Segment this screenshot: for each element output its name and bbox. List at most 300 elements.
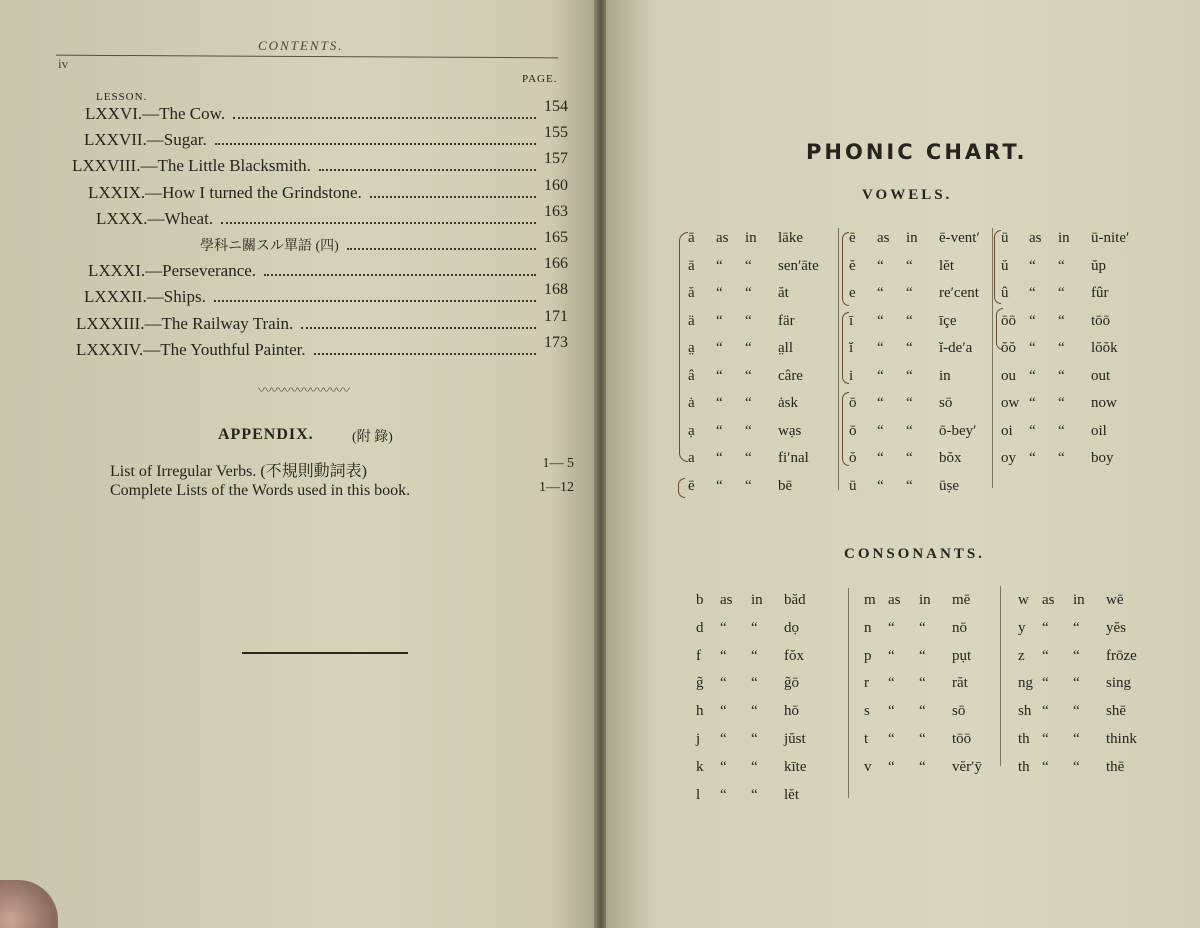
consonant-in: “ bbox=[919, 675, 926, 692]
vowel-sound: û bbox=[1001, 285, 1009, 301]
vowel-as: “ bbox=[1029, 422, 1036, 439]
vowel-example: câre bbox=[778, 367, 803, 384]
vowel-sound: oi bbox=[1001, 422, 1013, 439]
vowel-as: “ bbox=[716, 450, 723, 466]
vowel-sound: ā bbox=[688, 257, 695, 274]
toc-page-number: 173 bbox=[544, 333, 568, 351]
vowel-example: sō bbox=[939, 395, 953, 411]
consonant-sound: ng bbox=[1018, 675, 1033, 692]
vowel-in: “ bbox=[745, 285, 752, 301]
consonant-sound: th bbox=[1018, 731, 1030, 747]
vowel-example: oil bbox=[1091, 422, 1107, 439]
vowel-row bbox=[1001, 423, 1161, 443]
appendix-row bbox=[0, 458, 574, 482]
appendix-title: Complete Lists of the Words used in this book. bbox=[110, 482, 411, 499]
consonant-as: “ bbox=[888, 703, 895, 720]
dot-leader bbox=[264, 274, 536, 276]
consonant-in: “ bbox=[1073, 731, 1080, 747]
vowel-sound: e bbox=[849, 285, 856, 301]
vowel-as: “ bbox=[877, 340, 884, 356]
vowel-sound: ow bbox=[1001, 395, 1020, 411]
vowel-as: “ bbox=[1029, 367, 1036, 384]
dot-leader bbox=[221, 222, 536, 224]
consonant-in: “ bbox=[1073, 619, 1080, 636]
vowel-sound: ŭ bbox=[1001, 257, 1009, 274]
vowel-row bbox=[688, 423, 848, 443]
vowel-example: lŏŏk bbox=[1091, 340, 1118, 356]
vowel-as: as bbox=[1029, 230, 1042, 246]
consonant-example: răt bbox=[952, 675, 968, 692]
dot-leader bbox=[215, 143, 536, 145]
consonant-row bbox=[1018, 648, 1178, 668]
toc-page-number: 166 bbox=[544, 255, 568, 273]
vowel-as: “ bbox=[716, 395, 723, 411]
vowel-example: ăt bbox=[778, 285, 789, 301]
vowels-heading: VOWELS. bbox=[862, 187, 953, 203]
vowel-sound: ō bbox=[849, 422, 857, 439]
vowel-in: “ bbox=[906, 257, 913, 274]
consonant-as: “ bbox=[888, 647, 895, 664]
consonant-example: mē bbox=[952, 592, 971, 608]
lesson-column-label: LESSON. bbox=[96, 91, 148, 103]
consonant-in: “ bbox=[751, 758, 758, 775]
consonant-as: “ bbox=[888, 758, 895, 775]
consonant-example: sing bbox=[1106, 675, 1132, 692]
vowel-row bbox=[688, 313, 848, 333]
vowel-sound: a̤ bbox=[688, 340, 695, 356]
consonant-example: jŭst bbox=[784, 731, 806, 747]
vowel-example: bē bbox=[778, 477, 793, 494]
vowel-sound: ĭ bbox=[849, 340, 854, 356]
vowel-example: sen′āte bbox=[778, 257, 819, 274]
vowel-row bbox=[1001, 395, 1161, 415]
consonant-sound: y bbox=[1018, 619, 1026, 636]
consonant-example: think bbox=[1106, 731, 1137, 747]
vowel-in: “ bbox=[745, 395, 752, 411]
vowel-sound: oy bbox=[1001, 450, 1016, 466]
consonant-in: “ bbox=[751, 647, 758, 664]
toc-title: LXXXI.—Perseverance. bbox=[88, 261, 257, 281]
vowel-row bbox=[688, 258, 848, 278]
consonant-row bbox=[1018, 759, 1178, 779]
toc-row bbox=[0, 229, 570, 259]
dot-leader bbox=[347, 248, 536, 250]
consonant-in: “ bbox=[751, 731, 758, 747]
consonant-as: as bbox=[720, 592, 733, 608]
toc-title: LXXVI.—The Cow. bbox=[85, 104, 226, 123]
consonant-as: “ bbox=[1042, 647, 1049, 664]
vowel-row bbox=[688, 285, 848, 305]
vowel-as: “ bbox=[716, 367, 723, 384]
page-number: iv bbox=[58, 56, 69, 71]
consonant-sound: s bbox=[864, 703, 870, 720]
vowel-example: lāke bbox=[778, 230, 803, 246]
vowel-example: re′cent bbox=[939, 285, 979, 301]
vowel-example: ō-bey′ bbox=[939, 422, 977, 439]
dot-leader bbox=[214, 300, 536, 302]
consonant-as: as bbox=[888, 592, 901, 608]
vowel-as: “ bbox=[877, 422, 884, 439]
vowel-in: “ bbox=[1058, 422, 1065, 439]
vowel-example: out bbox=[1091, 367, 1111, 384]
vowel-row bbox=[849, 313, 1009, 333]
consonants-col-divider-2 bbox=[1000, 586, 1001, 766]
vowel-row bbox=[849, 368, 1009, 388]
vowel-sound: ĕ bbox=[849, 257, 856, 274]
end-rule bbox=[242, 652, 408, 654]
consonant-example: hō bbox=[784, 703, 799, 720]
consonant-as: “ bbox=[720, 786, 727, 803]
consonant-row bbox=[696, 787, 856, 807]
vowel-example: wạs bbox=[778, 422, 802, 439]
vowel-in: “ bbox=[906, 312, 913, 329]
consonant-in: “ bbox=[919, 703, 926, 720]
consonant-sound: th bbox=[1018, 758, 1030, 775]
consonants-col-divider-1 bbox=[848, 588, 849, 798]
toc-page-number: 163 bbox=[544, 202, 568, 220]
toc-title: LXXX.—Wheat. bbox=[96, 208, 214, 228]
vowel-a-bracket bbox=[679, 232, 688, 462]
vowel-as: “ bbox=[716, 285, 723, 301]
toc-page-number: 157 bbox=[544, 150, 568, 168]
vowel-row bbox=[849, 478, 1009, 498]
consonant-in: in bbox=[751, 592, 763, 608]
consonant-as: “ bbox=[1042, 703, 1049, 720]
consonant-sound: h bbox=[696, 703, 704, 720]
consonant-example: lĕt bbox=[784, 786, 799, 803]
vowel-sound: ē bbox=[688, 477, 695, 494]
vowel-o-group-bracket bbox=[842, 392, 849, 466]
vowel-example: ūṣe bbox=[939, 477, 959, 494]
consonant-as: “ bbox=[720, 619, 727, 636]
vowel-as: “ bbox=[1029, 340, 1036, 356]
vowels-col-divider-1 bbox=[838, 228, 839, 490]
vowel-in: “ bbox=[1058, 395, 1065, 411]
vowel-as: “ bbox=[716, 477, 723, 494]
consonant-example: shē bbox=[1106, 703, 1126, 720]
consonant-in: “ bbox=[1073, 647, 1080, 664]
vowel-in: “ bbox=[745, 312, 752, 329]
toc-title: LXXIX.—How I turned the Grindstone. bbox=[88, 182, 362, 202]
vowel-in: “ bbox=[1058, 312, 1065, 329]
vowel-row bbox=[1001, 368, 1161, 388]
vowel-example: ū-nite′ bbox=[1091, 230, 1130, 246]
vowel-in: “ bbox=[1058, 257, 1065, 274]
toc-title: LXXVIII.—The Little Blacksmith. bbox=[72, 156, 311, 176]
consonant-row bbox=[1018, 592, 1178, 612]
vowel-in: “ bbox=[745, 477, 752, 494]
toc-row bbox=[0, 98, 570, 128]
consonant-as: “ bbox=[888, 619, 895, 636]
vowel-in: “ bbox=[906, 367, 913, 384]
consonant-in: “ bbox=[919, 619, 926, 636]
vowel-as: as bbox=[877, 230, 890, 246]
consonant-sound: g̃ bbox=[696, 675, 704, 692]
left-page bbox=[0, 0, 598, 928]
consonant-sound: sh bbox=[1018, 703, 1032, 720]
vowel-row bbox=[688, 450, 848, 470]
vowel-in: “ bbox=[745, 257, 752, 274]
vowel-row bbox=[1001, 313, 1161, 333]
consonant-example: pụt bbox=[952, 647, 972, 664]
vowel-as: “ bbox=[1029, 257, 1036, 274]
consonant-example: tōō bbox=[952, 731, 972, 747]
vowel-row bbox=[849, 230, 1009, 250]
consonant-row bbox=[1018, 620, 1178, 640]
vowel-sound: ou bbox=[1001, 367, 1016, 384]
consonant-as: “ bbox=[1042, 619, 1049, 636]
consonant-in: “ bbox=[751, 619, 758, 636]
vowel-row bbox=[688, 340, 848, 360]
vowel-example: lĕt bbox=[939, 257, 954, 274]
toc-row bbox=[0, 202, 570, 233]
vowel-row bbox=[688, 478, 848, 498]
vowel-row bbox=[1001, 450, 1161, 470]
vowel-sound: ū bbox=[1001, 230, 1009, 246]
consonants-heading: CONSONANTS. bbox=[844, 546, 985, 562]
appendix-title: List of Irregular Verbs. (不規則動詞表) bbox=[110, 463, 367, 480]
consonant-row bbox=[696, 648, 856, 668]
dot-leader bbox=[314, 353, 536, 355]
toc-title: LXXXIV.—The Youthful Painter. bbox=[76, 339, 306, 359]
consonant-as: “ bbox=[720, 758, 727, 775]
phonic-chart-title: PHONIC CHART. bbox=[806, 140, 1028, 164]
vowel-example: īçe bbox=[939, 312, 957, 329]
toc-title: LXXVII.—Sugar. bbox=[84, 130, 207, 150]
consonant-row bbox=[696, 620, 856, 640]
vowel-as: “ bbox=[1029, 312, 1036, 329]
consonant-example: yĕs bbox=[1106, 619, 1126, 636]
vowel-i-group-bracket bbox=[842, 312, 849, 384]
consonant-as: “ bbox=[1042, 675, 1049, 692]
header-rule bbox=[56, 55, 558, 59]
vowel-row bbox=[849, 395, 1009, 415]
toc-page-number: 154 bbox=[544, 98, 568, 115]
vowel-row bbox=[1001, 230, 1161, 250]
vowel-sound: ā bbox=[688, 230, 695, 246]
consonant-sound: n bbox=[864, 619, 872, 636]
consonant-in: “ bbox=[751, 675, 758, 692]
vowel-row bbox=[1001, 258, 1161, 278]
vowel-row bbox=[688, 368, 848, 388]
vowel-as: “ bbox=[877, 367, 884, 384]
consonant-row bbox=[696, 731, 856, 751]
toc-row bbox=[0, 281, 570, 311]
vowel-example: fi′nal bbox=[778, 450, 809, 466]
vowel-as: “ bbox=[716, 422, 723, 439]
consonant-in: in bbox=[919, 592, 931, 608]
vowel-as: “ bbox=[716, 257, 723, 274]
vowel-example: ŭp bbox=[1091, 257, 1106, 274]
vowel-example: a̤ll bbox=[778, 340, 793, 356]
appendix-heading-jp: (附 錄) bbox=[352, 430, 393, 445]
vowel-as: “ bbox=[877, 285, 884, 301]
vowel-in: “ bbox=[906, 340, 913, 356]
consonant-as: “ bbox=[720, 731, 727, 747]
consonant-example: wē bbox=[1106, 592, 1124, 608]
vowel-row bbox=[849, 450, 1009, 470]
consonant-example: vĕr′ȳ bbox=[952, 758, 982, 775]
consonant-sound: j bbox=[696, 731, 701, 747]
vowel-sound: a bbox=[688, 450, 695, 466]
vowel-in: in bbox=[745, 230, 757, 246]
consonant-sound: k bbox=[696, 758, 704, 775]
ornament-divider: 〰〰〰〰〰〰〰 bbox=[258, 384, 349, 399]
appendix-page-range: 1— 5 bbox=[542, 456, 574, 471]
toc-row bbox=[0, 307, 570, 338]
dot-leader bbox=[370, 196, 536, 198]
vowel-as: “ bbox=[1029, 395, 1036, 411]
toc-title: LXXXII.—Ships. bbox=[84, 287, 206, 307]
vowel-as: “ bbox=[877, 257, 884, 274]
consonant-row bbox=[1018, 703, 1178, 723]
vowel-example: ē-vent′ bbox=[939, 230, 980, 246]
consonant-as: “ bbox=[1042, 758, 1049, 775]
consonant-row bbox=[696, 703, 856, 723]
vowel-example: bŏx bbox=[939, 450, 962, 466]
toc-row bbox=[0, 150, 570, 180]
vowel-sound: ă bbox=[688, 285, 695, 301]
dot-leader bbox=[233, 117, 536, 119]
consonant-example: frōze bbox=[1106, 647, 1137, 664]
consonant-sound: d bbox=[696, 619, 704, 636]
vowels-col-divider-2 bbox=[992, 228, 993, 488]
appendix-page-range: 1—12 bbox=[539, 480, 574, 495]
vowel-example: fär bbox=[778, 312, 795, 329]
vowel-row bbox=[688, 395, 848, 415]
vowel-in: in bbox=[1058, 230, 1070, 246]
vowel-in: “ bbox=[906, 450, 913, 466]
consonant-row bbox=[1018, 675, 1178, 695]
appendix-heading: APPENDIX. bbox=[218, 426, 314, 443]
vowel-in: “ bbox=[1058, 450, 1065, 466]
vowel-oo-group-bracket bbox=[996, 308, 1003, 350]
consonant-sound: t bbox=[864, 731, 869, 747]
vowel-as: “ bbox=[877, 477, 884, 494]
running-head: CONTENTS. bbox=[258, 38, 344, 53]
consonant-sound: m bbox=[864, 592, 876, 608]
vowel-as: “ bbox=[1029, 450, 1036, 466]
vowel-sound: ŏŏ bbox=[1001, 340, 1016, 356]
toc-page-number: 168 bbox=[544, 281, 568, 299]
vowel-in: “ bbox=[906, 285, 913, 301]
consonant-as: “ bbox=[888, 731, 895, 747]
vowel-example: now bbox=[1091, 395, 1117, 411]
vowel-as: “ bbox=[716, 312, 723, 329]
consonant-sound: w bbox=[1018, 592, 1029, 608]
dot-leader bbox=[319, 169, 536, 171]
vowel-in: “ bbox=[1058, 367, 1065, 384]
vowel-row bbox=[849, 423, 1009, 443]
toc-page-number: 165 bbox=[544, 229, 568, 246]
vowel-in: “ bbox=[745, 340, 752, 356]
vowel-as: as bbox=[716, 230, 729, 246]
consonant-example: g̃ō bbox=[784, 675, 799, 692]
consonant-as: “ bbox=[720, 675, 727, 692]
vowel-sound: ạ bbox=[688, 422, 695, 439]
toc-row bbox=[0, 124, 570, 154]
vowel-in: “ bbox=[745, 422, 752, 439]
vowel-row bbox=[1001, 340, 1161, 360]
consonant-in: in bbox=[1073, 592, 1085, 608]
vowel-in: “ bbox=[906, 477, 913, 494]
vowel-e-group-bracket bbox=[842, 232, 849, 306]
vowel-row bbox=[688, 230, 848, 250]
vowel-example: ȧsk bbox=[778, 395, 798, 411]
consonant-sound: f bbox=[696, 647, 701, 664]
consonant-in: “ bbox=[919, 647, 926, 664]
consonant-in: “ bbox=[751, 703, 758, 720]
consonant-example: nō bbox=[952, 619, 967, 636]
vowel-as: “ bbox=[716, 340, 723, 356]
vowel-in: “ bbox=[745, 450, 752, 466]
consonant-example: băd bbox=[784, 592, 806, 608]
consonant-row bbox=[696, 592, 856, 612]
toc-page-number: 155 bbox=[544, 124, 568, 142]
vowel-row bbox=[849, 285, 1009, 305]
vowel-as: “ bbox=[877, 450, 884, 466]
consonant-example: fŏx bbox=[784, 647, 804, 664]
vowel-sound: ō bbox=[849, 395, 857, 411]
consonant-sound: p bbox=[864, 647, 872, 664]
consonant-sound: r bbox=[864, 675, 869, 692]
vowel-u-group-bracket bbox=[994, 230, 1001, 304]
consonant-sound: z bbox=[1018, 647, 1025, 664]
vowel-sound: â bbox=[688, 367, 695, 384]
vowel-sound: ä bbox=[688, 312, 695, 329]
vowel-e-bracket bbox=[678, 478, 685, 498]
vowel-example: fûr bbox=[1091, 285, 1109, 301]
consonant-in: “ bbox=[919, 731, 926, 747]
vowel-in: “ bbox=[745, 367, 752, 384]
toc-title: 學科ニ關スル單語 (四) bbox=[200, 239, 339, 254]
vowel-sound: ī bbox=[849, 312, 854, 329]
consonant-as: “ bbox=[720, 703, 727, 720]
toc-page-number: 171 bbox=[544, 307, 568, 325]
vowel-in: “ bbox=[906, 395, 913, 411]
vowel-as: “ bbox=[1029, 285, 1036, 301]
consonant-in: “ bbox=[1073, 703, 1080, 720]
vowel-sound: ŏ bbox=[849, 450, 857, 466]
consonant-row bbox=[696, 759, 856, 779]
vowel-sound: ȧ bbox=[688, 395, 695, 411]
toc-row bbox=[0, 333, 570, 364]
consonant-in: “ bbox=[1073, 675, 1080, 692]
vowel-in: “ bbox=[1058, 340, 1065, 356]
consonant-in: “ bbox=[751, 786, 758, 803]
consonant-as: “ bbox=[720, 647, 727, 664]
thumb bbox=[0, 880, 58, 928]
consonant-row bbox=[1018, 731, 1178, 751]
vowel-in: in bbox=[906, 230, 918, 246]
consonant-example: thē bbox=[1106, 758, 1125, 775]
consonant-example: dọ bbox=[784, 619, 799, 636]
toc-page-number: 160 bbox=[544, 176, 568, 194]
vowel-as: “ bbox=[877, 395, 884, 411]
vowel-example: in bbox=[939, 367, 951, 384]
vowel-sound: ū bbox=[849, 477, 857, 494]
vowel-in: “ bbox=[1058, 285, 1065, 301]
consonant-as: “ bbox=[1042, 731, 1049, 747]
vowel-example: boy bbox=[1091, 450, 1114, 466]
consonant-sound: l bbox=[696, 786, 701, 803]
consonant-in: “ bbox=[919, 758, 926, 775]
right-page bbox=[606, 0, 1200, 928]
consonant-in: “ bbox=[1073, 758, 1080, 775]
consonant-row bbox=[696, 675, 856, 695]
vowel-example: ĭ-de′a bbox=[939, 340, 973, 356]
consonant-as: as bbox=[1042, 592, 1055, 608]
